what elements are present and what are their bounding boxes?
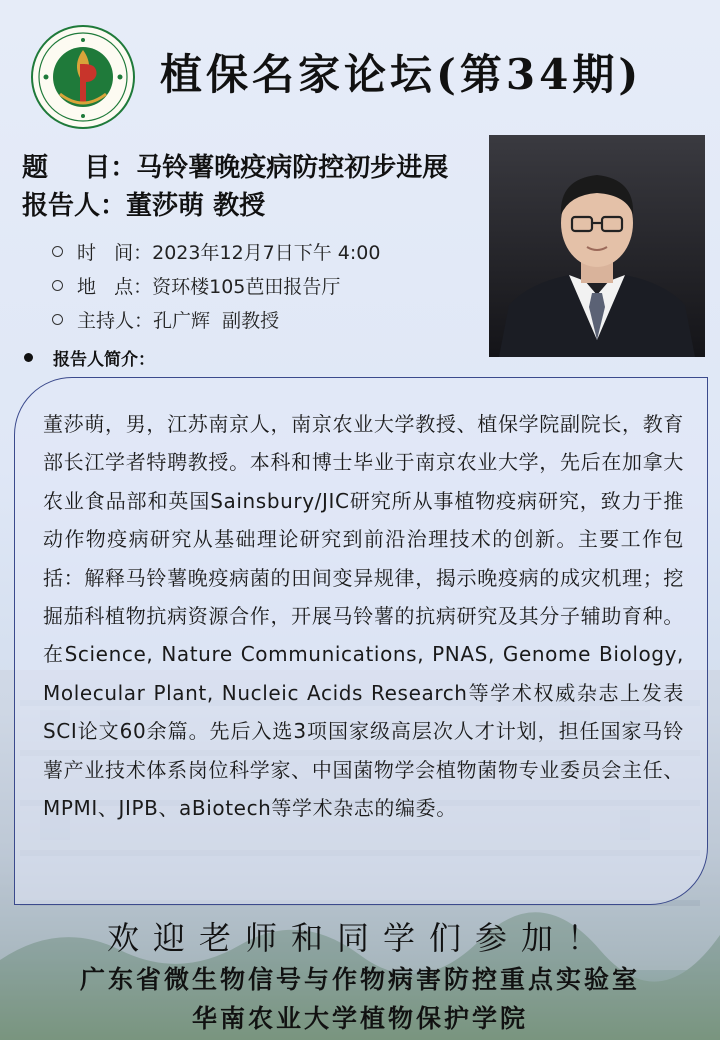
host-row [52, 302, 482, 336]
time-label: 时 间： [77, 241, 153, 264]
organizer-college: 华南农业大学植物保护学院 [191, 1004, 528, 1033]
forum-title: 植保名家论坛(第34期) [160, 50, 643, 99]
bio-heading-label: 报告人简介： [53, 350, 155, 370]
time-row [52, 234, 482, 268]
event-info-list [52, 234, 482, 336]
bio-heading [24, 345, 155, 370]
welcome-message: 欢迎老师和同学们参加！ [106, 919, 613, 957]
speaker-label: 报告人： [22, 191, 127, 221]
speaker-portrait [489, 135, 705, 357]
topic-value: 马铃薯晚疫病防控初步进展 [136, 153, 449, 183]
college-logo-seal [30, 24, 136, 130]
location-value: 资环楼105芭田报告厅 [152, 275, 341, 298]
talk-topic-line [22, 147, 492, 184]
talk-speaker-line [22, 185, 492, 222]
topic-label: 题 目： [22, 153, 137, 183]
location-label: 地 点： [77, 275, 153, 298]
location-row [52, 268, 482, 302]
circle-bullet-icon [52, 280, 63, 291]
bio-paragraph: 董莎萌，男，江苏南京人，南京农业大学教授、植保学院副院长，教育部长江学者特聘教授。本科和博士毕业于南京农业大学，先后在加拿大农业食品部和英国Sainsbury/JIC研究所从事植物疫病研究，致力于推动作物疫病研究从基础理论研究到前沿治理技术的创新。主要工作包括：解释马铃薯晚疫病菌的田间变异规律，揭示晚疫病的成灾机理；挖掘茄科植物抗病资源合作，开展马铃薯的抗病研究及其分子辅助育种。在Science, Nature Communications, PNAS, Genome Biology, Molecular Plant, Nucleic Acids Research等学术权威杂志上发表SCI论文60余篇。先后入选3项国家级高层次人才计划，担任国家马铃薯产业技术体系岗位科学家、中国菌物学会植物菌物专业委员会主任、MPMI、JIPB、aBiotech等学术杂志的编委。 [43, 412, 684, 821]
speaker-value: 董莎萌 教授 [126, 191, 266, 221]
circle-bullet-icon [52, 246, 63, 257]
time-value: 2023年12月7日下午 4:00 [152, 241, 381, 264]
host-value: 孔广辉 副教授 [153, 309, 280, 332]
organizer-lab: 广东省微生物信号与作物病害防控重点实验室 [79, 965, 640, 994]
host-label: 主持人： [77, 309, 154, 332]
circle-bullet-icon [52, 314, 63, 325]
bullet-dot-icon [24, 353, 33, 362]
